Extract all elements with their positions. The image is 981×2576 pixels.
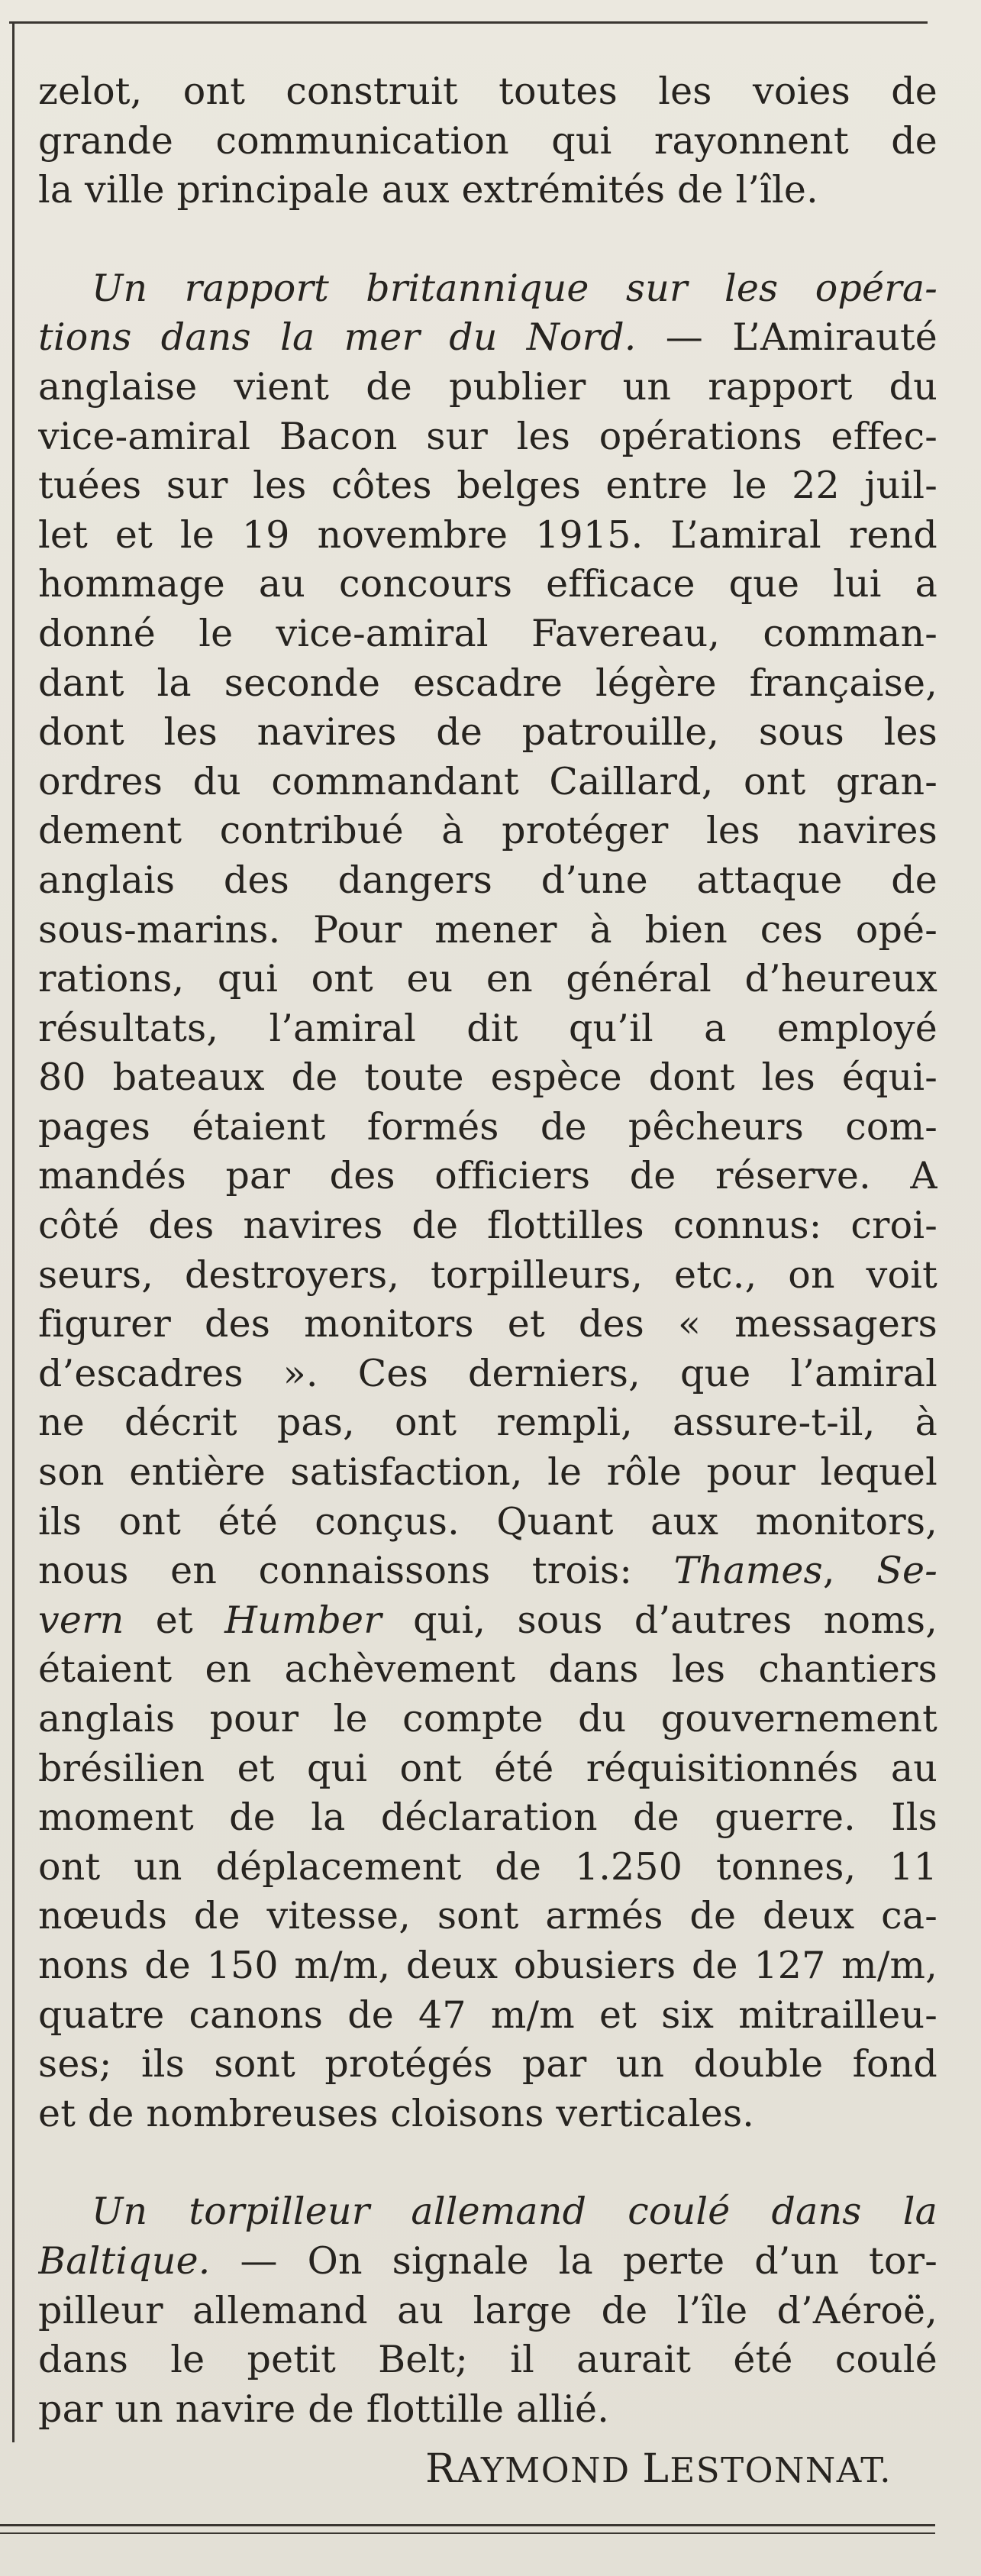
text-line: la ville principale aux extrémités de l’île. [38, 168, 818, 212]
text-line: ont un déplacement de 1.250 tonnes, 11 [38, 1844, 937, 1889]
section-britannique [38, 264, 937, 2139]
text-line: sous-marins. Pour mener à bien ces opé- [38, 907, 937, 952]
text-fragment: qui, sous d’autres noms, [381, 1598, 937, 1642]
sig-initial: L [642, 2446, 670, 2493]
section-torpilleur [38, 2187, 937, 2434]
text-fragment: et [124, 1598, 225, 1642]
text-line: ne décrit pas, ont rempli, assure-t-il, à [38, 1401, 937, 1445]
text-line: ses; ils sont protégés par un double fond [38, 2042, 937, 2086]
ship-name: vern [38, 1598, 124, 1642]
bottom-rule [0, 2524, 935, 2526]
bottom-rule [0, 2532, 935, 2534]
text-line: son entière satisfaction, le rôle pour lequel [38, 1450, 937, 1495]
text-line: moment de la déclaration de guerre. Ils [38, 1795, 937, 1840]
top-rule [9, 21, 928, 24]
text-line: nous en connaissons trois: Thames, Se- [38, 1549, 937, 1593]
text-line: dont les navires de patrouille, sous les [38, 710, 937, 755]
text-fragment: — On signale la perte d’un tor- [210, 2238, 937, 2283]
section-title: Un torpilleur allemand coulé dans la [92, 2190, 937, 2234]
text-line [38, 1596, 937, 1646]
text-line [38, 313, 937, 363]
text-line: dant la seconde escadre légère française, [38, 661, 937, 705]
text-line: dement contribué à protéger les navires [38, 809, 937, 853]
text-line: et de nombreuses cloisons verticales. [38, 2091, 755, 2135]
text-line: mandés par des officiers de réserve. A [38, 1154, 937, 1198]
text-line: rations, qui ont eu en général d’heureux [38, 957, 937, 1001]
text-line: côté des navires de flottilles connus: croi- [38, 1204, 937, 1248]
text-line [38, 2237, 937, 2287]
text-line: brésilien et qui ont été réquisitionnés au [38, 1746, 937, 1790]
section-title-cont: tions dans la mer du Nord. [38, 315, 637, 360]
text-line: pilleur allemand au large de l’île d’Aéroë, [38, 2288, 937, 2332]
signature [38, 2445, 937, 2496]
ship-name: Humber [224, 1598, 382, 1642]
section-title-cont: Baltique. [38, 2238, 211, 2283]
text-line: anglaise vient de publier un rapport du [38, 364, 937, 409]
text-line: figurer des monitors et des « messagers [38, 1302, 937, 1346]
sig-initial: R [425, 2446, 457, 2493]
text-line: 80 bateaux de toute espèce dont les équi- [38, 1055, 937, 1100]
text-line: grande communication qui rayonnent de [38, 118, 937, 163]
text-line: vice-amiral Bacon sur les opérations effec- [38, 414, 937, 458]
ship-name: Se- [876, 1549, 937, 1593]
article-column [38, 67, 937, 2496]
text-line: donné le vice-amiral Favereau, comman- [38, 611, 937, 655]
text-line: anglais des dangers d’une attaque de [38, 858, 937, 902]
text-line: ordres du commandant Caillard, ont gran- [38, 759, 937, 803]
text-line: hommage au concours efficace que lui a [38, 562, 937, 606]
text-line: nons de 150 m/m, deux obusiers de 127 m/m, [38, 1943, 937, 1987]
intro-paragraph [38, 67, 937, 215]
text-line: pages étaient formés de pêcheurs com- [38, 1104, 937, 1149]
text-line: nœuds de vitesse, sont armés de deux ca- [38, 1894, 937, 1938]
text-line: seurs, destroyers, torpilleurs, etc., on voit [38, 1252, 937, 1297]
text-line: étaient en achèvement dans les chantiers [38, 1647, 937, 1692]
text-line: let et le 19 novembre 1915. L’amiral rend [38, 512, 937, 557]
sig-rest: AYMOND [456, 2450, 631, 2491]
sig-rest: ESTONNAT. [670, 2450, 892, 2491]
text-line: tuées sur les côtes belges entre le 22 juil- [38, 464, 937, 508]
text-line: dans le petit Belt; il aurait été coulé [38, 2338, 937, 2382]
text-line: quatre canons de 47 m/m et six mitrailleu- [38, 1993, 937, 2037]
text-line: résultats, l’amiral dit qu’il a employé [38, 1006, 937, 1050]
text-line: par un navire de flottille allié. [38, 2387, 610, 2431]
text-fragment: nous en connaissons trois: [38, 1549, 674, 1593]
text-line: d’escadres ». Ces derniers, que l’amiral [38, 1351, 937, 1395]
column-rule [12, 21, 15, 2442]
text-fragment: — L’Amirauté [636, 315, 937, 360]
text-line: zelot, ont construit toutes les voies de [38, 69, 937, 113]
ship-name: Thames [673, 1549, 823, 1593]
section-title: Un rapport britannique sur les opéra- [92, 266, 937, 310]
text-line: ils ont été conçus. Quant aux monitors, [38, 1499, 937, 1543]
text-line: anglais pour le compte du gouvernement [38, 1697, 937, 1740]
